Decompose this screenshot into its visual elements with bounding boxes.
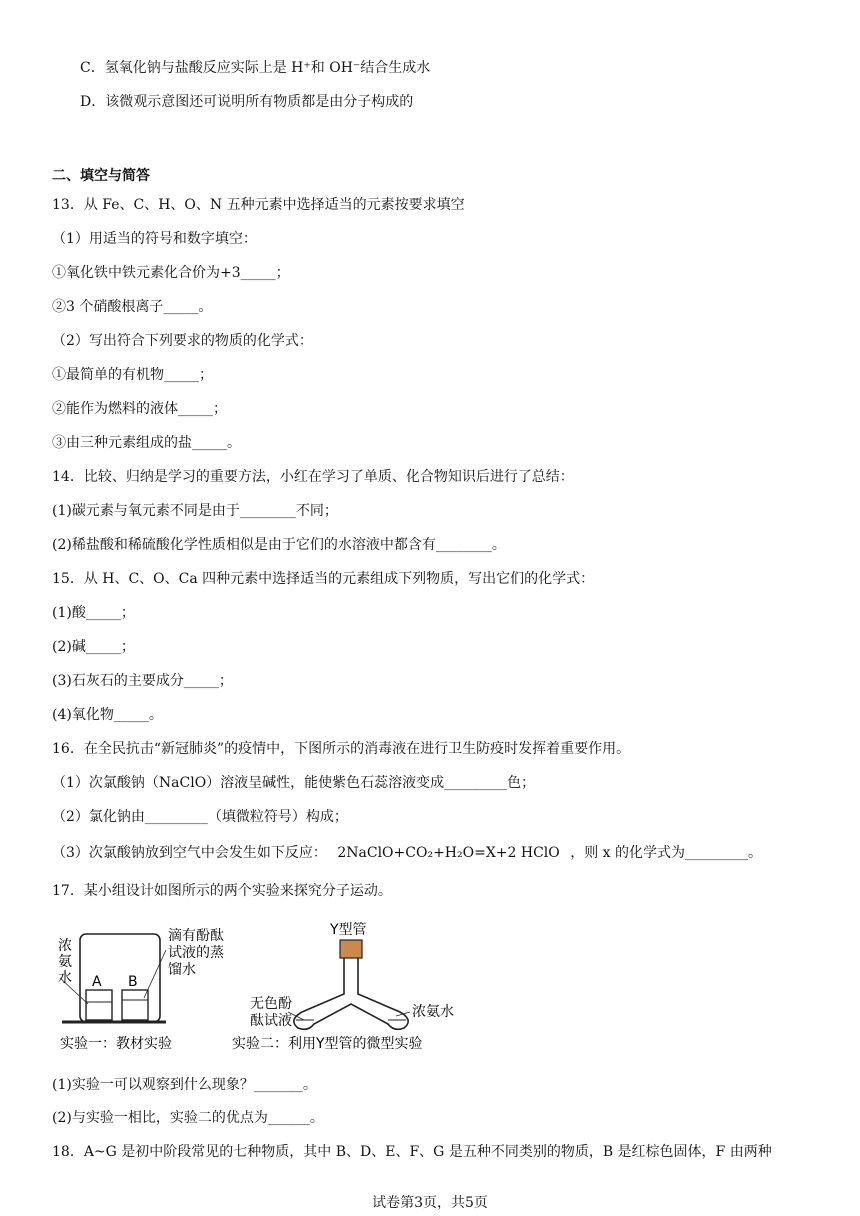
q16-part3-suffix: ，则 x 的化学式为_________。 xyxy=(570,845,763,861)
page-footer: 试卷第3页，共5页 xyxy=(372,1195,488,1211)
label-y-tube: Y型管 xyxy=(330,922,367,938)
q15-part1: (1)酸_____； xyxy=(52,605,135,621)
q13-part2-item3: ③由三种元素组成的盐_____。 xyxy=(52,435,241,451)
section-title: 二、填空与简答 xyxy=(52,168,150,184)
q15-stem: 15．从 H、C、O、Ca 四种元素中选择适当的元素组成下列物质，写出它们的化学式： xyxy=(52,571,595,587)
caption-experiment-one: 实验一：教材实验 xyxy=(60,1036,172,1052)
label-beaker-a: A xyxy=(92,974,102,990)
beaker-a xyxy=(86,990,112,1020)
q13-part2: （2）写出符合下列要求的物质的化学式： xyxy=(52,333,313,349)
q13-part1-item2: ②3 个硝酸根离子_____。 xyxy=(52,299,213,315)
q14-part1: (1)碳元素与氧元素不同是由于________不同； xyxy=(52,503,338,519)
experiment-two-apparatus xyxy=(232,921,454,1052)
pointer-line-water xyxy=(144,950,166,998)
label-ammonia-3: 水 xyxy=(58,970,72,986)
label-concentrated-ammonia: 浓氨水 xyxy=(412,1004,454,1020)
label-phenolphthalein-3: 馏水 xyxy=(168,962,196,978)
q13-part2-item2: ②能作为燃料的液体_____； xyxy=(52,401,227,417)
option-c: C．氢氧化钠与盐酸反应实际上是 H⁺和 OH⁻结合生成水 xyxy=(80,60,431,76)
q17-part1: (1)实验一可以观察到什么现象？_______。 xyxy=(52,1077,317,1093)
label-colorless-1: 无色酚 xyxy=(250,996,292,1012)
label-phenolphthalein-2: 试液的蒸 xyxy=(168,945,224,961)
label-ammonia-2: 氨 xyxy=(58,954,72,970)
q15-part2: (2)碱_____； xyxy=(52,639,135,655)
q13-stem: 13．从 Fe、C、H、O、N 五种元素中选择适当的元素按要求填空 xyxy=(52,197,465,213)
pointer-line-right xyxy=(396,1012,410,1016)
q17-part2: (2)与实验一相比，实验二的优点为______。 xyxy=(52,1110,324,1126)
q17-stem: 17．某小组设计如图所示的两个实验来探究分子运动。 xyxy=(52,883,392,899)
q18-stem: 18．A~G 是初中阶段常见的七种物质，其中 B、D、E、F、G 是五种不同类别的物质，B 是红棕色固体，F 由两种 xyxy=(52,1144,772,1160)
beaker-b xyxy=(122,990,148,1020)
q14-part2: (2)稀盐酸和稀硫酸化学性质相似是由于它们的水溶液中都含有________。 xyxy=(52,537,506,553)
label-beaker-b: B xyxy=(128,974,138,990)
q16-part2: （2）氯化钠由_________（填微粒符号）构成； xyxy=(52,809,348,825)
q15-part3: (3)石灰石的主要成分_____； xyxy=(52,673,233,689)
q16-stem: 16．在全民抗击“新冠肺炎”的疫情中，下图所示的消毒液在进行卫生防疫时发挥着重要作用。 xyxy=(52,741,631,757)
q16-part3-prefix: （3）次氯酸钠放到空气中会发生如下反应： xyxy=(52,845,327,861)
option-d: D．该微观示意图还可说明所有物质都是由分子构成的 xyxy=(80,94,414,110)
q17-experiment-figure xyxy=(52,916,472,1056)
q13-part2-item1: ①最简单的有机物_____； xyxy=(52,367,213,383)
caption-experiment-two: 实验二：利用Y型管的微型实验 xyxy=(232,1036,423,1052)
q13-part1-item1: ①氧化铁中铁元素化合价为+3_____； xyxy=(52,265,290,281)
label-ammonia-1: 浓 xyxy=(58,938,72,954)
experiment-one-apparatus xyxy=(58,927,224,1052)
y-tube-outline xyxy=(294,958,408,1029)
label-colorless-2: 酞试液 xyxy=(250,1013,292,1029)
q16-part3 xyxy=(52,843,762,863)
q13-part1: （1）用适当的符号和数字填空： xyxy=(52,231,257,247)
q14-stem: 14．比较、归纳是学习的重要方法，小红在学习了单质、化合物知识后进行了总结： xyxy=(52,469,574,485)
q15-part4: (4)氧化物_____。 xyxy=(52,707,163,723)
q16-part1: （1）次氯酸钠（NaClO）溶液呈碱性，能使紫色石蕊溶液变成_________色； xyxy=(52,775,536,791)
stopper xyxy=(340,940,362,958)
q16-equation: 2NaClO+CO₂+H₂O=X+2 HClO xyxy=(337,845,560,861)
label-phenolphthalein-1: 滴有酚酞 xyxy=(168,928,224,944)
